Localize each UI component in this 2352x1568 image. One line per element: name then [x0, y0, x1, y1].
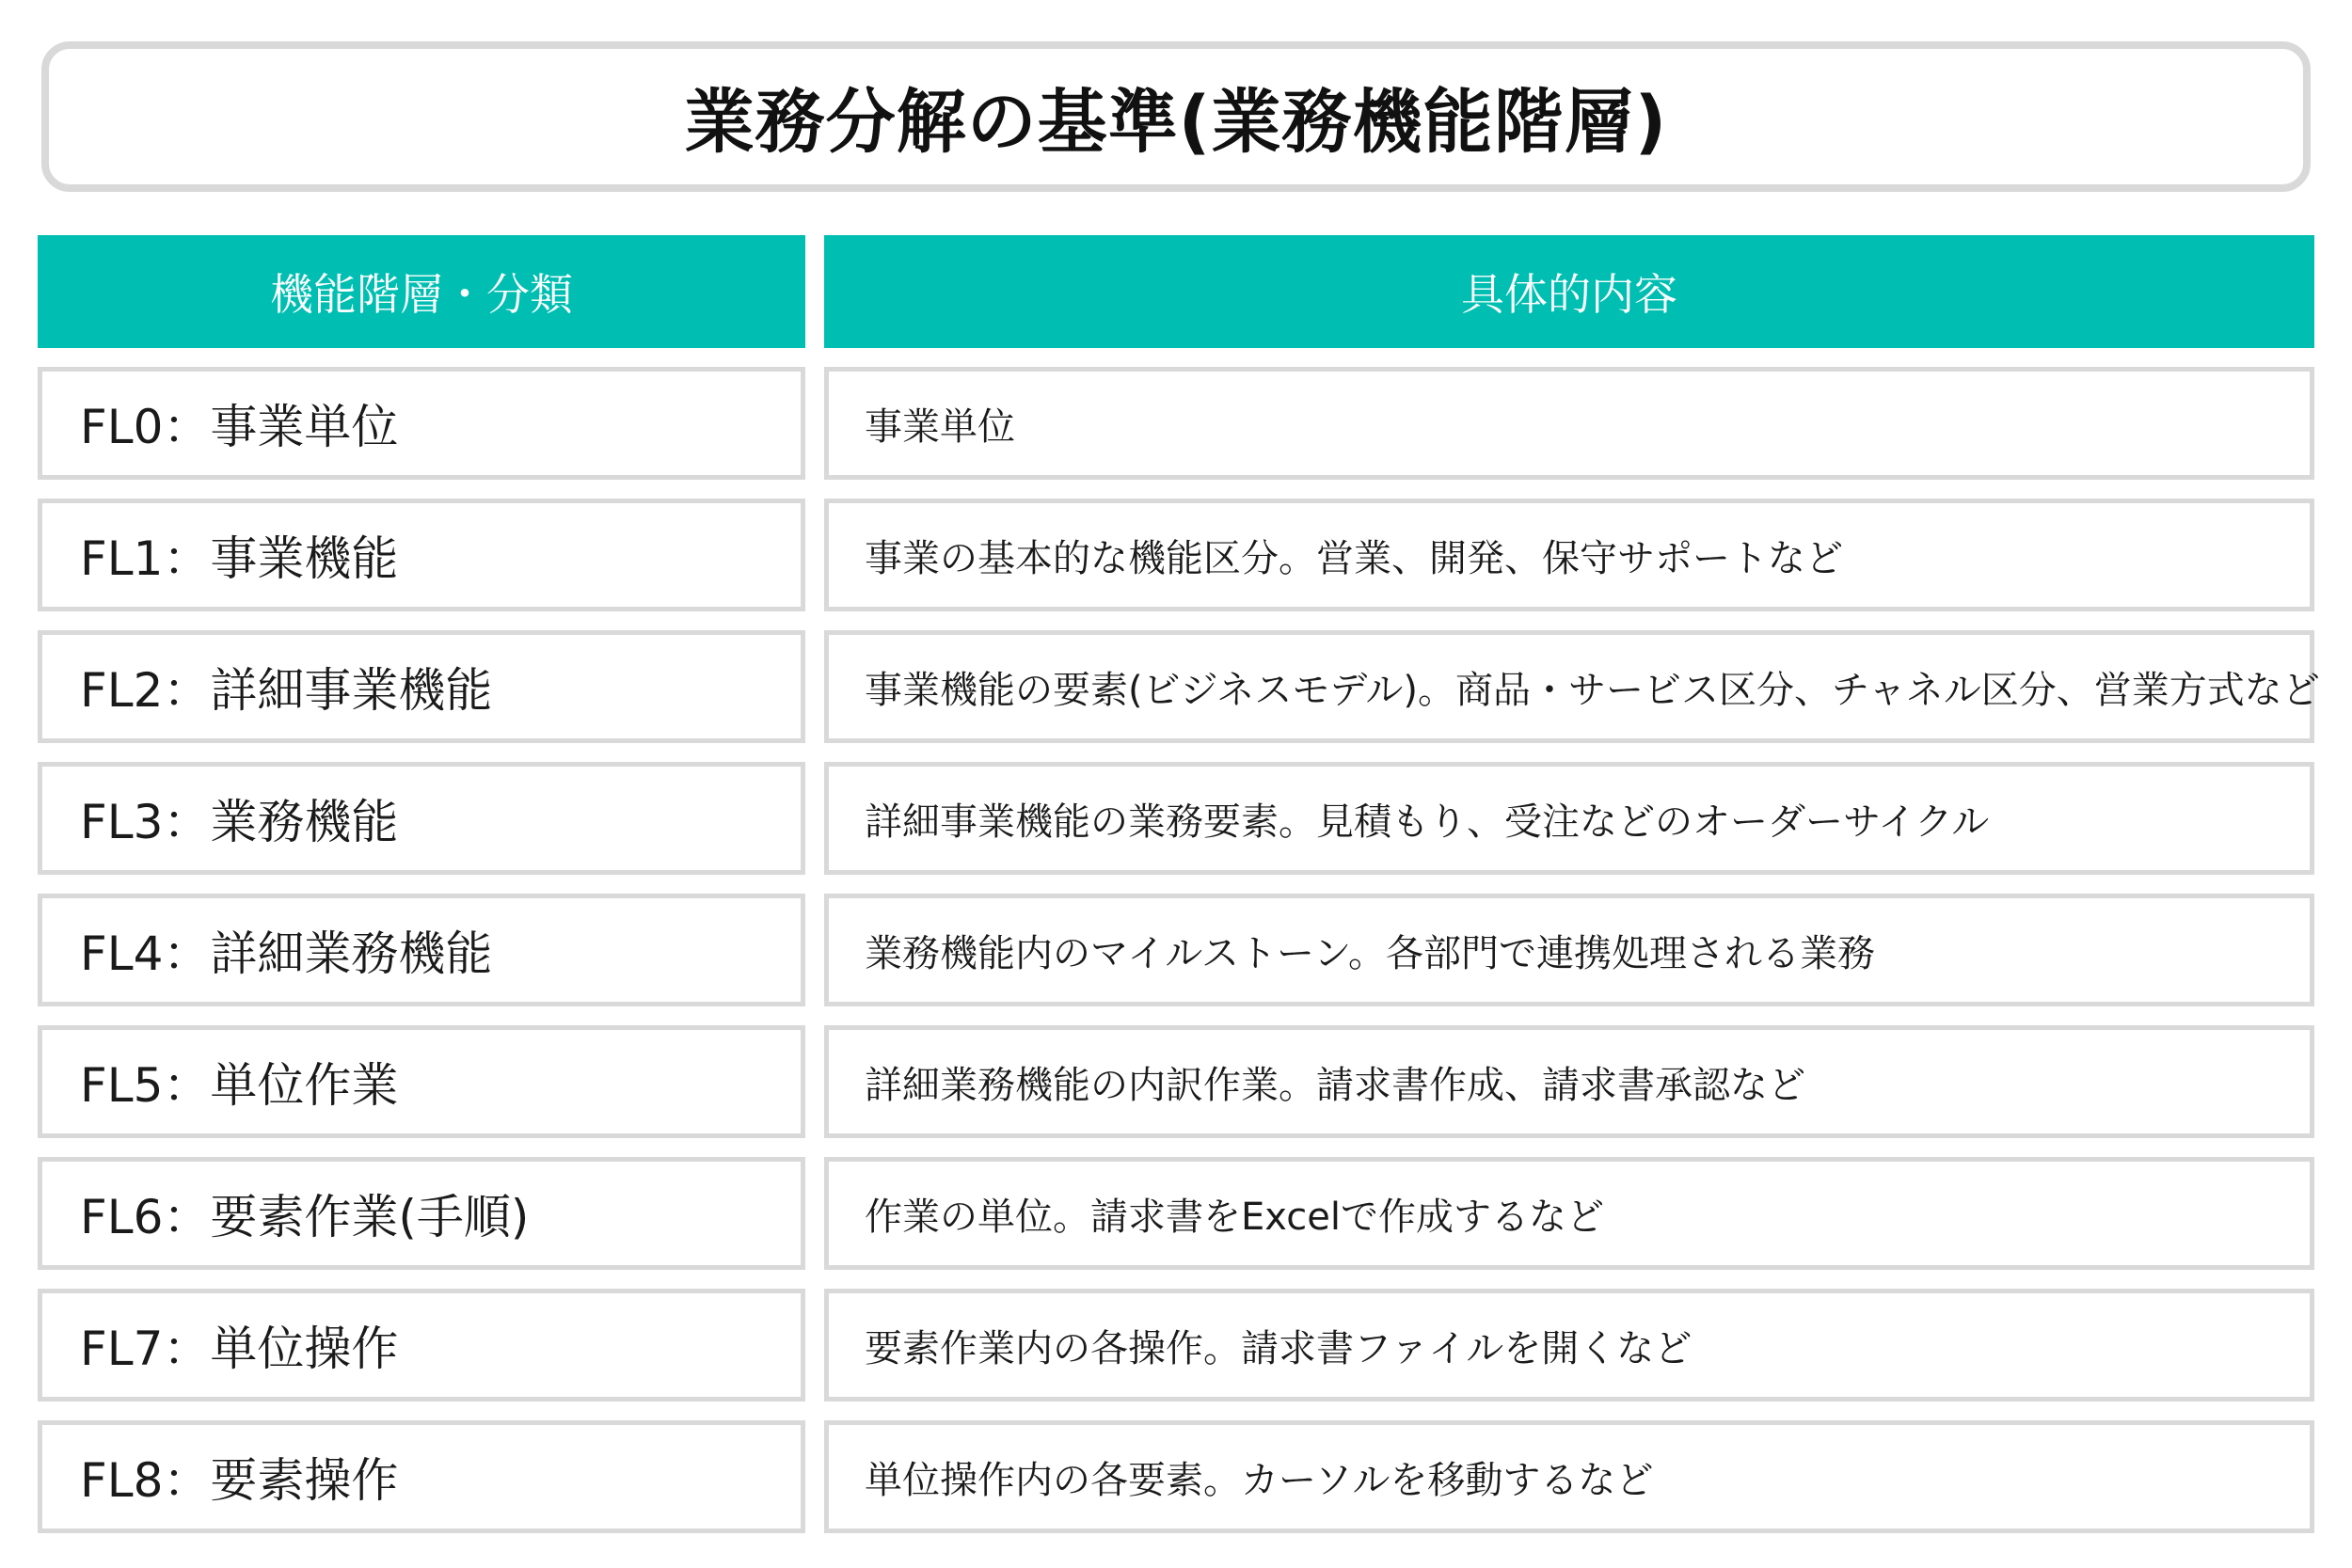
level-cell: FL3：業務機能	[38, 762, 805, 875]
level-cell: FL2：詳細事業機能	[38, 630, 805, 743]
content-cell: 詳細事業機能の業務要素。見積もり、受注などのオーダーサイクル	[824, 762, 2314, 875]
table-row	[38, 1157, 2314, 1270]
title-box	[41, 41, 2311, 192]
content-cell: 要素作業内の各操作。請求書ファイルを開くなど	[824, 1289, 2314, 1402]
content-cell: 事業機能の要素(ビジネスモデル)。商品・サービス区分、チャネル区分、営業方式など	[824, 630, 2314, 743]
content-cell: 詳細業務機能の内訳作業。請求書作成、請求書承認など	[824, 1025, 2314, 1138]
table-row	[38, 1025, 2314, 1138]
level-cell: FL4：詳細業務機能	[38, 894, 805, 1006]
level-cell: FL8：要素操作	[38, 1420, 805, 1533]
table-row	[38, 1289, 2314, 1402]
page-title: 業務分解の基準(業務機能階層)	[684, 82, 1668, 163]
table-row	[38, 367, 2314, 480]
level-cell: FL5：単位作業	[38, 1025, 805, 1138]
content-cell: 事業単位	[824, 367, 2314, 480]
level-cell: FL6：要素作業(手順)	[38, 1157, 805, 1270]
table-row	[38, 894, 2314, 1006]
level-cell: FL1：事業機能	[38, 499, 805, 611]
content-cell: 事業の基本的な機能区分。営業、開発、保守サポートなど	[824, 499, 2314, 611]
level-cell: FL7：単位操作	[38, 1289, 805, 1402]
content-cell: 作業の単位。請求書をExcelで作成するなど	[824, 1157, 2314, 1270]
table-body	[38, 367, 2320, 1552]
header-content: 具体的内容	[824, 235, 2314, 348]
level-cell: FL0：事業単位	[38, 367, 805, 480]
header-level: 機能階層・分類	[38, 235, 805, 348]
table-row	[38, 499, 2314, 611]
content-cell: 業務機能内のマイルストーン。各部門で連携処理される業務	[824, 894, 2314, 1006]
table-row	[38, 630, 2320, 743]
table-row	[38, 762, 2314, 875]
table-row	[38, 1420, 2314, 1533]
content-cell: 単位操作内の各要素。カーソルを移動するなど	[824, 1420, 2314, 1533]
